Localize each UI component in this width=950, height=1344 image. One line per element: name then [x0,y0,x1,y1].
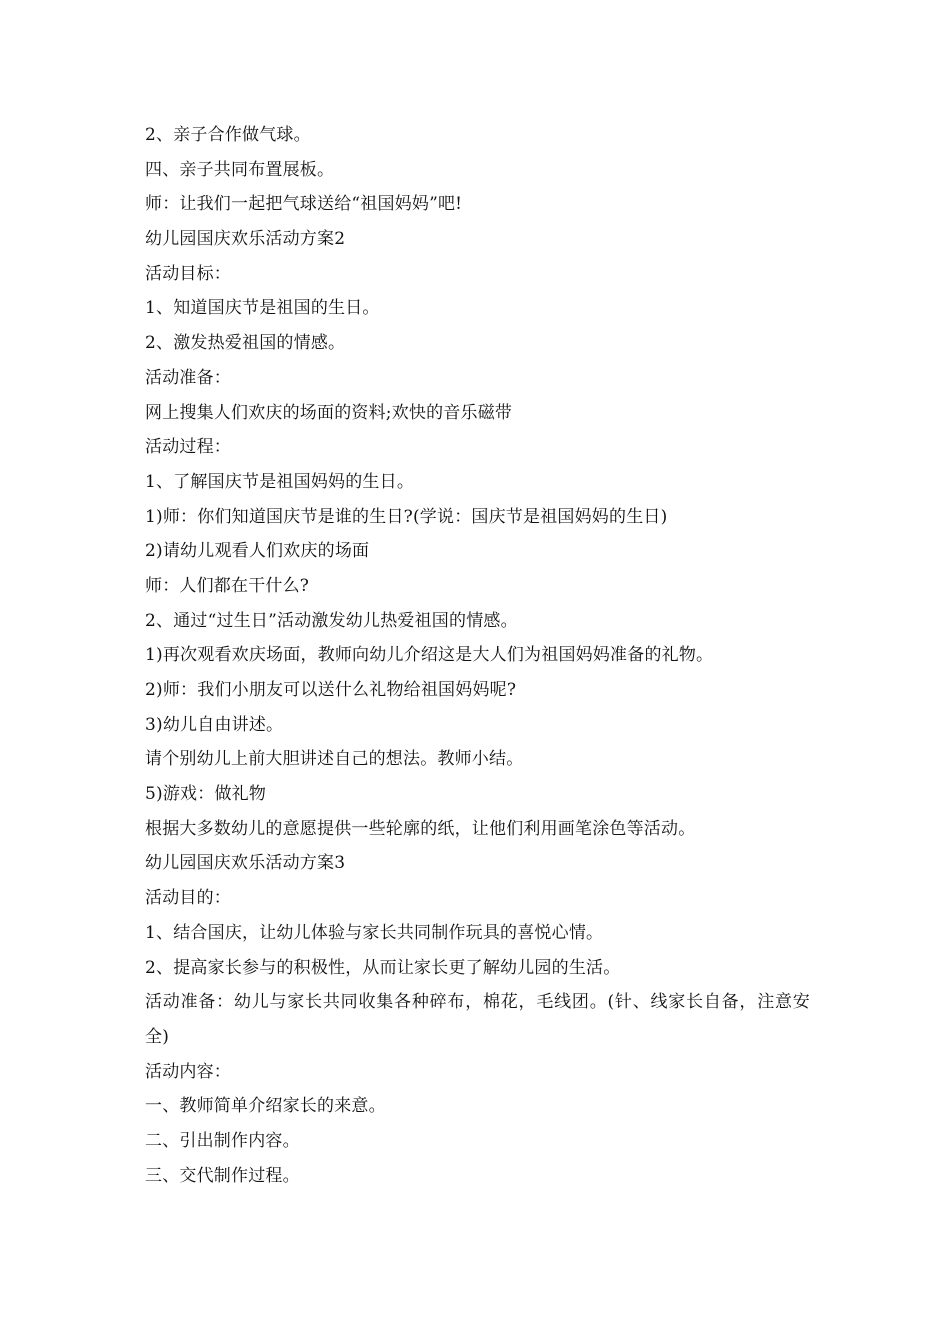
text-line: 请个别幼儿上前大胆讲述自己的想法。教师小结。 [145,749,524,770]
text-line: 三、交代制作过程。 [145,1165,300,1186]
text-line: 1、结合国庆，让幼儿体验与家长共同制作玩具的喜悦心情。 [145,922,604,943]
text-line: 活动目的： [145,888,231,909]
text-line: 师：人们都在干什么? [145,575,310,596]
text-line: 2)师：我们小朋友可以送什么礼物给祖国妈妈呢? [145,680,517,700]
text-line: 2、通过“过生日”活动激发幼儿热爱祖国的情感。 [145,610,518,631]
text-line: 师：让我们一起把气球送给“祖国妈妈”吧! [145,194,463,215]
section-heading: 幼儿园国庆欢乐活动方案2 [145,229,346,250]
text-line: 1)师：你们知道国庆节是谁的生日?(学说：国庆节是祖国妈妈的生日) [145,506,668,527]
text-line: 5)游戏：做礼物 [145,784,267,805]
document-body [145,118,810,1193]
text-line: 网上搜集人们欢庆的场面的资料;欢快的音乐磁带 [145,402,513,423]
text-line: 1)再次观看欢庆场面，教师向幼儿介绍这是大人们为祖国妈妈准备的礼物。 [145,645,714,666]
text-line: 四、亲子共同布置展板。 [145,159,335,180]
text-line: 3)幼儿自由讲述。 [145,714,284,735]
text-line: 根据大多数幼儿的意愿提供一些轮廓的纸，让他们利用画笔涂色等活动。 [145,818,696,839]
text-line: 活动目标： [145,263,231,284]
text-line: 活动过程： [145,437,231,458]
text-line: 2、提高家长参与的积极性，从而让家长更了解幼儿园的生活。 [145,957,621,978]
text-line: 活动准备： [145,367,231,388]
text-paragraph: 活动准备：幼儿与家长共同收集各种碎布，棉花，毛线团。(针、线家长自备，注意安全) [145,992,810,1047]
text-line: 1、知道国庆节是祖国的生日。 [145,298,380,319]
section-heading: 幼儿园国庆欢乐活动方案3 [145,853,346,874]
text-line: 二、引出制作内容。 [145,1130,300,1151]
text-line: 2、亲子合作做气球。 [145,125,311,145]
text-line: 2)请幼儿观看人们欢庆的场面 [145,541,370,562]
text-line: 一、教师简单介绍家长的来意。 [145,1096,386,1117]
text-line: 1、了解国庆节是祖国妈妈的生日。 [145,471,415,492]
text-line: 活动内容： [145,1061,231,1082]
text-line: 2、激发热爱祖国的情感。 [145,333,346,354]
